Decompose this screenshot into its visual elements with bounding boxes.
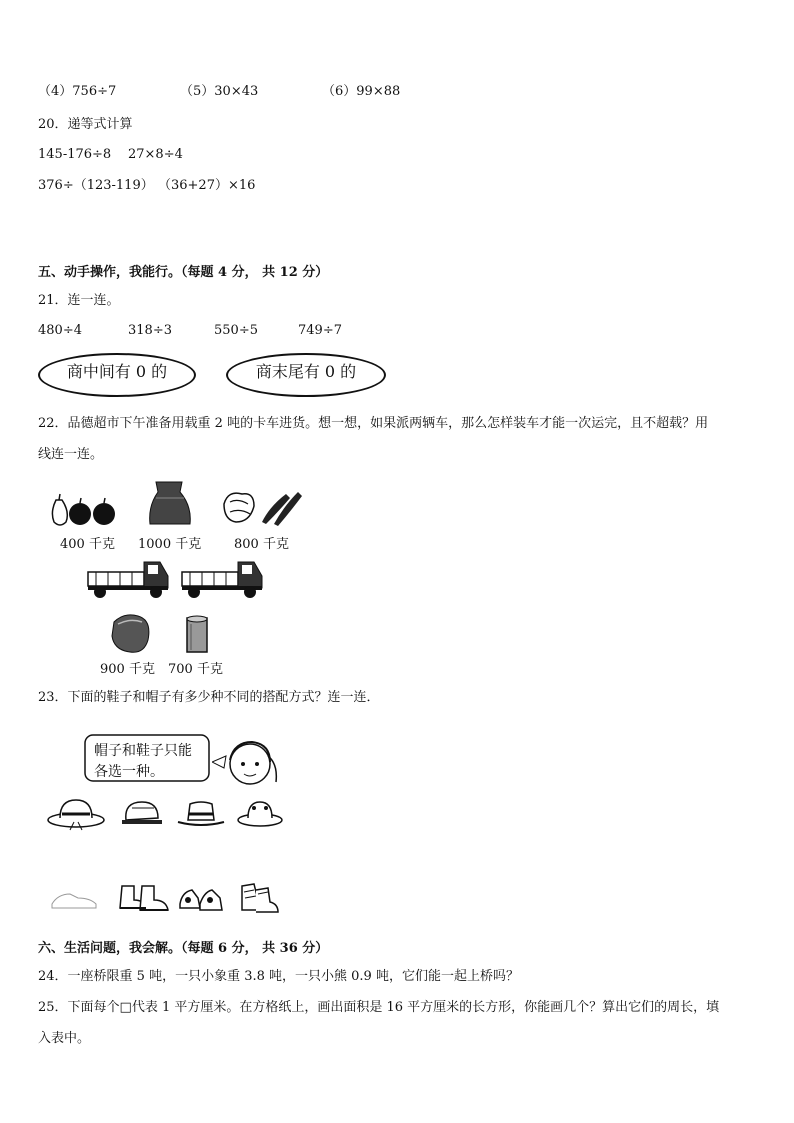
hat-icon[interactable] [46, 796, 106, 832]
cap-icon[interactable] [118, 798, 166, 830]
oval-middle-zero-label: 商中间有 0 的 [66, 362, 168, 381]
goods-label-grain: 1000 千克 [138, 537, 202, 552]
goods-label-bag: 900 千克 [100, 662, 155, 677]
barrel-icon [184, 614, 210, 656]
q22-text-line2: 线连一连。 [38, 447, 104, 462]
q20-expr-2: 27×8÷4 [128, 147, 183, 162]
q25-text-line1: 25．下面每个□代表 1 平方厘米。在方格纸上，画出面积是 16 平方厘米的长方形，你能画几个？算出它们的周长，填 [38, 1000, 720, 1015]
truck-icon[interactable] [180, 556, 266, 600]
truck-icon[interactable] [86, 556, 172, 600]
calc-item-6: （6）99×88 [322, 84, 401, 99]
q23-title: 23．下面的鞋子和帽子有多少种不同的搭配方式？连一连． [38, 690, 380, 705]
running-shoes-icon[interactable] [236, 880, 282, 918]
oval-middle-zero[interactable] [38, 353, 196, 397]
bag-icon [108, 610, 154, 656]
oval-end-zero[interactable] [226, 353, 386, 397]
q21-expr-4: 749÷7 [298, 323, 342, 338]
boots-icon[interactable] [116, 882, 172, 916]
q21-title: 21．连一连。 [38, 293, 120, 308]
q24-text: 24．一座桥限重 5 吨，一只小象重 3.8 吨，一只小熊 0.9 吨，它们能一起上桥吗？ [38, 969, 519, 984]
q20-title: 20．递等式计算 [38, 117, 133, 132]
goods-label-barrel: 700 千克 [168, 662, 223, 677]
sneaker-icon[interactable] [48, 884, 100, 916]
q20-expr-3: 376÷（123-119） [38, 178, 154, 193]
sport-shoes-icon[interactable] [176, 882, 226, 916]
girl-avatar-icon [212, 734, 282, 792]
q20-expr-4: （36+27）×16 [158, 178, 256, 193]
calc-item-4: （4）756÷7 [38, 84, 117, 99]
vegetables-icon [220, 486, 304, 526]
q25-text-line2: 入表中。 [38, 1031, 91, 1046]
q21-expr-3: 550÷5 [214, 323, 258, 338]
goods-label-fruit: 400 千克 [60, 537, 115, 552]
goods-label-vegetables: 800 千克 [234, 537, 289, 552]
section5-heading: 五、动手操作，我能行。（每题 4 分， 共 12 分） [38, 265, 329, 280]
bubble-line-2: 各选一种。 [94, 764, 164, 780]
q21-expr-2: 318÷3 [128, 323, 172, 338]
fedora-icon[interactable] [176, 798, 226, 830]
q20-expr-1: 145-176÷8 [38, 147, 112, 162]
grain-sack-icon [146, 478, 194, 528]
bubble-line-1: 帽子和鞋子只能 [94, 743, 192, 759]
q21-expr-1: 480÷4 [38, 323, 82, 338]
calc-item-5: （5）30×43 [180, 84, 259, 99]
section6-heading: 六、生活问题，我会解。（每题 6 分， 共 36 分） [38, 941, 329, 956]
oval-end-zero-label: 商末尾有 0 的 [255, 362, 357, 381]
sun-hat-icon[interactable] [236, 796, 284, 830]
fruit-icon [46, 486, 118, 528]
q22-text-line1: 22．品德超市下午准备用载重 2 吨的卡车进货。想一想，如果派两辆车，那么怎样装车才能一次运完，且不超载？用 [38, 416, 709, 431]
